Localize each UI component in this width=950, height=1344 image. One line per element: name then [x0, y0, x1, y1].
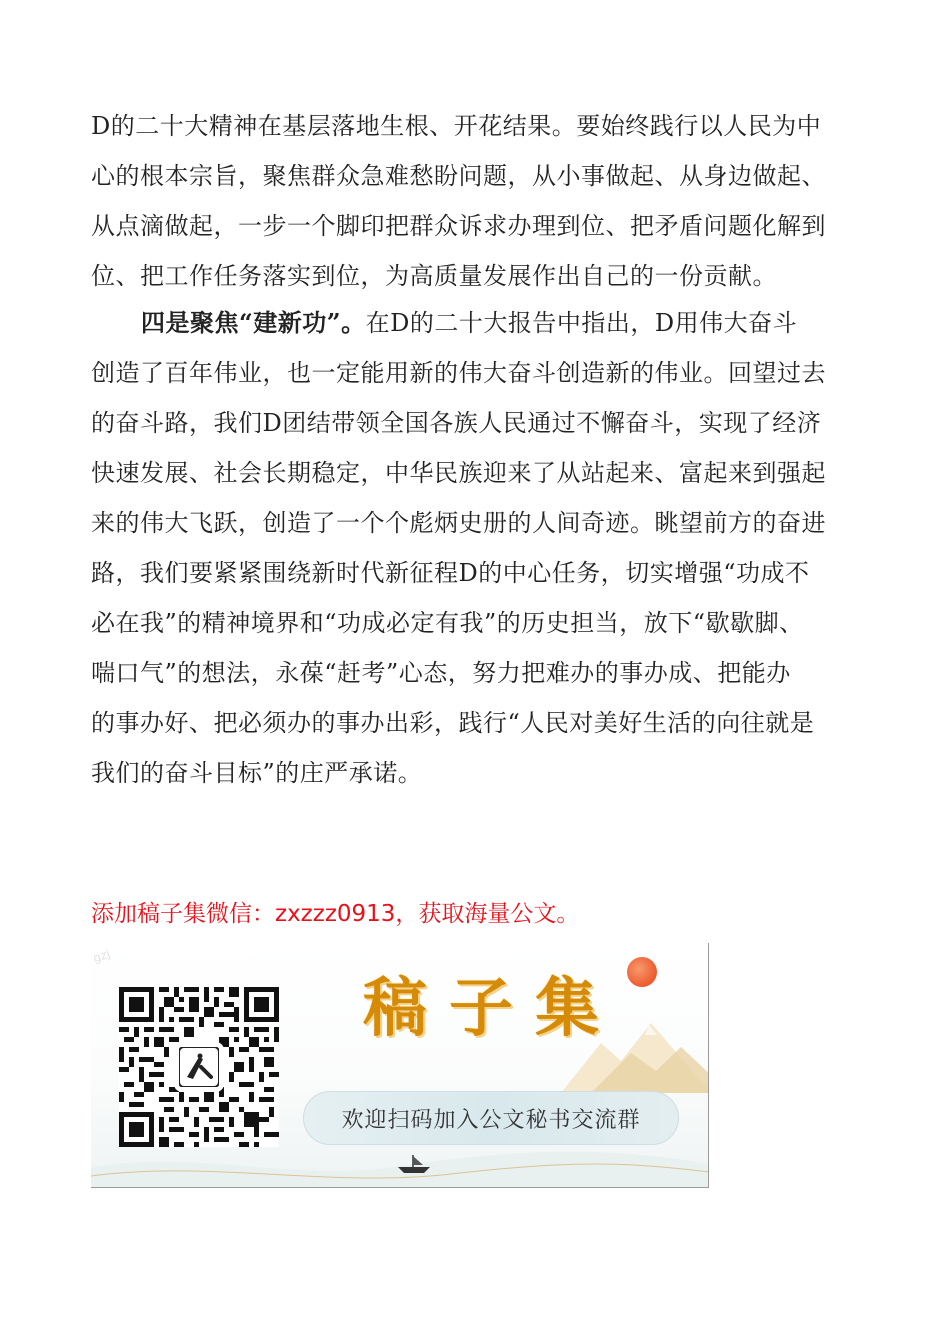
slogan-text: 欢迎扫码加入公文秘书交流群: [341, 1107, 641, 1133]
paragraph-2: [91, 298, 866, 798]
paragraph-2-line-6: 路，我们要紧紧围绕新时代新征程D的中心任务，切实增强“功成不: [91, 559, 810, 587]
sun-icon: [627, 957, 657, 987]
paragraph-2-line-5: 来的伟大飞跃，创造了一个个彪炳史册的人间奇迹。眺望前方的奋进: [91, 509, 826, 537]
paragraph-2-line-9: 的事办好、把必须办的事办出彩，践行“人民对美好生活的向往就是: [91, 709, 815, 737]
paragraph-1-line-3: 从点滴做起，一步一个脚印把群众诉求办理到位、把矛盾问题化解到: [91, 212, 826, 240]
paragraph-2-line-10: 我们的奋斗目标”的庄严承诺。: [91, 759, 423, 787]
slogan-bar: [303, 1091, 679, 1145]
paragraph-1-line-1: D的二十大精神在基层落地生根、开花结果。要始终践行以人民为中: [91, 112, 822, 140]
brand-title: 稿子集: [363, 971, 621, 1046]
paragraph-1-line-2: 心的根本宗旨，聚焦群众急难愁盼问题，从小事做起、从身边做起、: [91, 162, 826, 190]
paragraph-2-line-8: 喘口气”的想法，永葆“赶考”心态，努力把难办的事办成、把能办: [91, 659, 791, 687]
paragraph-2-line-1-text: 在D的二十大报告中指出，D用伟大奋斗: [365, 309, 798, 337]
paragraph-1-line-4: 位、把工作任务落实到位，为高质量发展作出自己的一份贡献。: [91, 262, 777, 290]
qr-logo: [176, 1044, 222, 1090]
paragraph-2-line-1: [141, 298, 797, 348]
paragraph-2-line-7: 必在我”的精神境界和“功成必定有我”的历史担当，放下“歇歇脚、: [91, 609, 804, 637]
qr-code-icon[interactable]: [119, 987, 279, 1147]
watermark: gzj: [91, 946, 112, 966]
paragraph-2-line-2: 创造了百年伟业，也一定能用新的伟大奋斗创造新的伟业。回望过去: [91, 359, 826, 387]
promo-banner: [91, 943, 709, 1188]
pen-icon: [179, 1047, 219, 1087]
section-heading: 四是聚焦“建新功”。: [141, 308, 366, 337]
paragraph-2-line-3: 的奋斗路，我们D团结带领全国各族人民通过不懈奋斗，实现了经济: [91, 409, 822, 437]
boat-icon: [396, 1153, 432, 1175]
paragraph-2-line-4: 快速发展、社会长期稳定，中华民族迎来了从站起来、富起来到强起: [91, 459, 826, 487]
paragraph-1: [91, 101, 866, 301]
promo-text: 添加稿子集微信：zxzzz0913，获取海量公文。: [91, 901, 580, 927]
